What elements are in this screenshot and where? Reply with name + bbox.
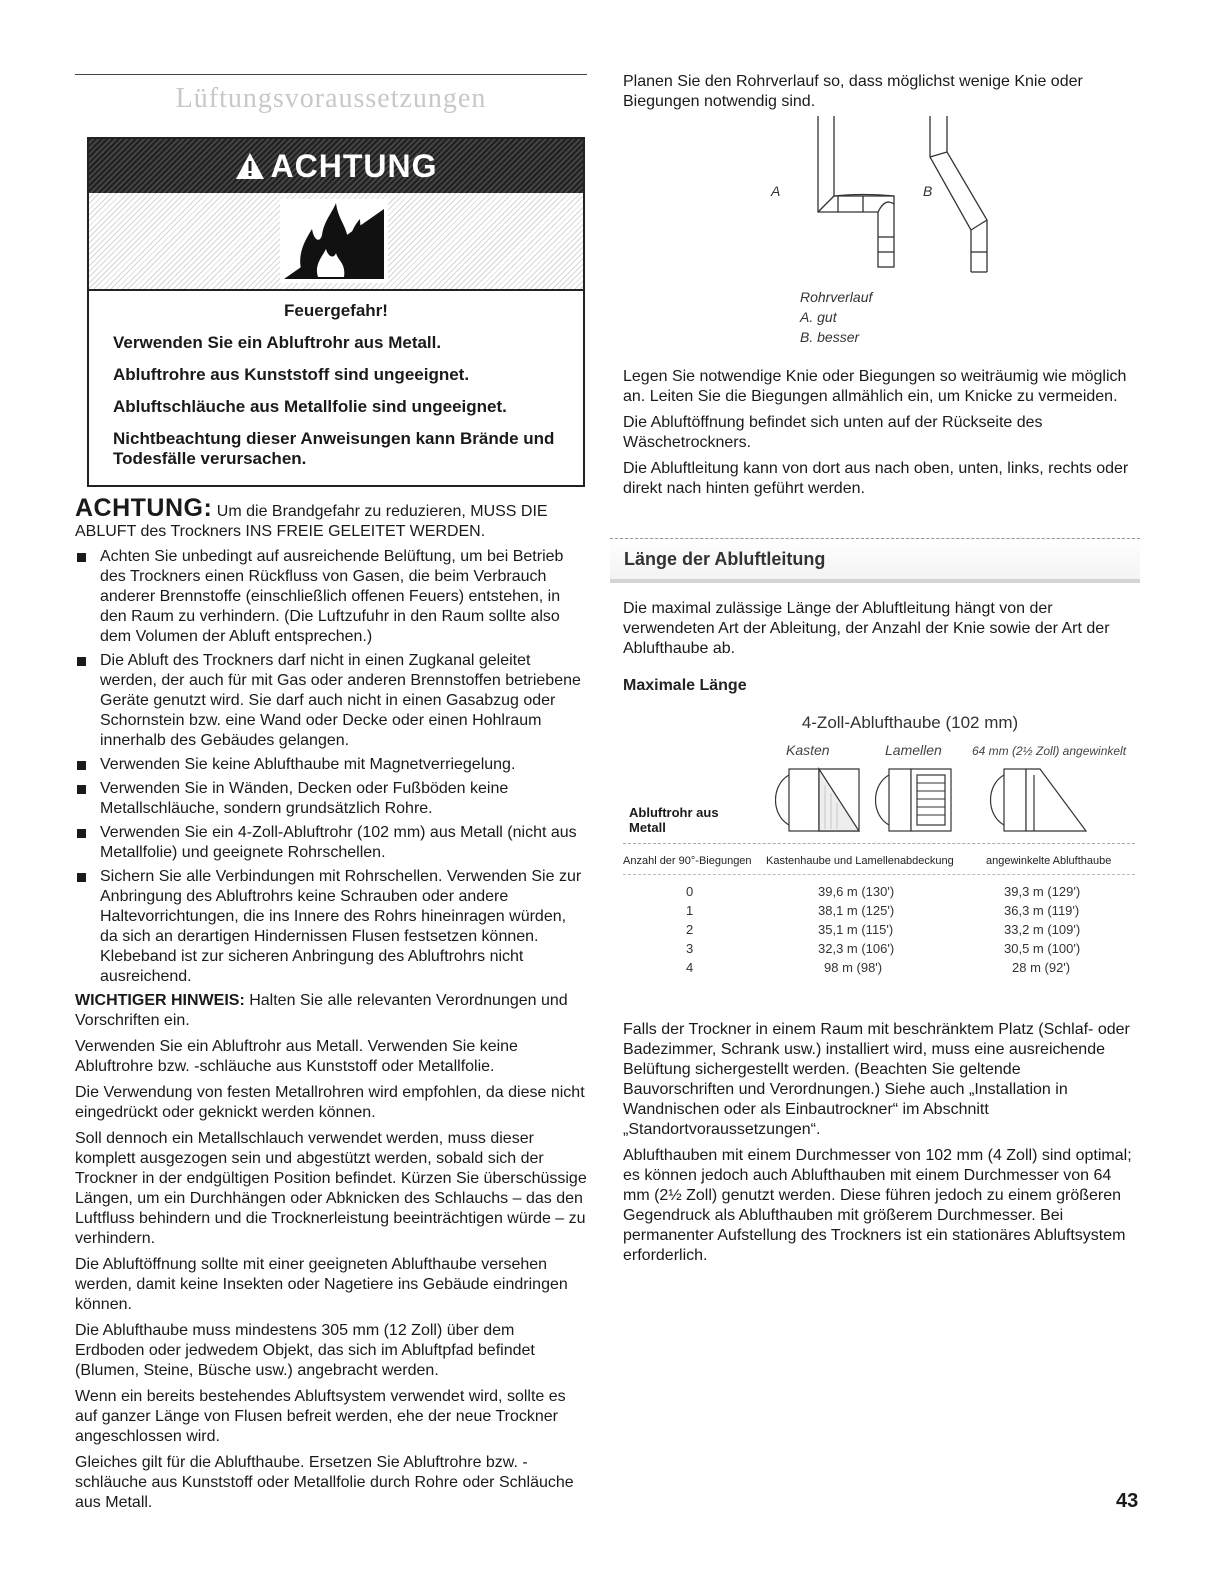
table-cell: 3 (686, 941, 694, 956)
diagram-label-a: A (771, 183, 781, 199)
table-cell: 28 m (92') (1012, 960, 1071, 975)
left-paragraphs (75, 991, 587, 1519)
table-cell: 1 (686, 903, 694, 918)
paragraph: Verwenden Sie ein Abluftrohr aus Metall. Verwenden Sie keine Abluftrohre bzw. -schläuche aus Kunststoff oder Metallfolie. (75, 1038, 518, 1075)
warning-line: Abluftrohre aus Kunststoff sind ungeeignet. (113, 365, 470, 384)
paragraph: Soll dennoch ein Metallschlauch verwendet werden, muss dieser komplett ausgezogen sein und abgestützt werden, sobald sich der Trockner in der endgültigen Position befindet. Kürzen Sie überschüssige Längen, um ein Durchhängen oder Abknicken des Schlauchs – das den Luftfluss behindern und die Trocknerleistung beeinträchtigen würde – zu verhindern. (75, 1130, 587, 1247)
paragraph: Die Ablufthaube muss mindestens 305 mm (12 Zoll) über dem Erdboden oder jedwedem Objekt, das sich im Abluftpfad befindet (Blumen, Steine, Büsche usw.) angebracht werden. (75, 1322, 535, 1379)
max-length-heading: Maximale Länge (623, 677, 747, 694)
page-number: 43 (1116, 1490, 1139, 1512)
achtung-text: Um die Brandgefahr zu reduzieren, MUSS DIE ABLUFT des Trockners INS FREIE GELEITET WERDEN. (75, 503, 548, 540)
warning-triangle-icon (235, 152, 265, 180)
right-intro: Planen Sie den Rohrverlauf so, dass möglichst wenige Knie oder Biegungen notwendig sind. (623, 73, 1083, 110)
title-rule (75, 74, 587, 75)
section-heading-band (610, 538, 1140, 583)
diagram-caption (800, 287, 1000, 347)
list-item: Verwenden Sie ein 4-Zoll-Abluftrohr (102 mm) aus Metall (nicht aus Metallfolie) und geeignete Rohrschellen. (75, 823, 587, 863)
angled-hood-icon (990, 765, 1100, 835)
paragraph: Ablufthauben mit einem Durchmesser von 102 mm (4 Zoll) sind optimal; es können jedoch auch Ablufthauben mit einem Durchmesser von 64 mm (2½ Zoll) genutzt werden. Diese führen jedoch zu einem größeren Gegendruck als Ablufthauben mit größerem Durchmesser. Bei permanenter Aufstellung des Trockners ist ein stationäres Abluftsystem erforderlich. (623, 1147, 1132, 1264)
bullet-square-icon (77, 761, 86, 770)
bullet-square-icon (77, 829, 86, 838)
paragraph: Legen Sie notwendige Knie oder Biegungen so weiträumig wie möglich an. Leiten Sie die Biegungen allmählich ein, um Knicke zu vermeiden. (623, 368, 1127, 405)
column-header-angled: angewinkelte Ablufthaube (986, 855, 1112, 867)
paragraph: Wenn ein bereits bestehendes Abluftsystem verwendet wird, sollte es auf ganzer Länge von Flusen befreit werden, ehe der neue Trockner angeschlossen wird. (75, 1388, 566, 1445)
column-header-bends: Anzahl der 90°-Biegungen (623, 855, 752, 867)
warning-title: ACHTUNG (270, 148, 438, 184)
paragraph: Die Verwendung von festen Metallrohren wird empfohlen, da diese nicht eingedrückt oder geknickt werden können. (75, 1084, 585, 1121)
box-hood-icon (775, 765, 875, 835)
warning-box (87, 137, 585, 487)
bullet-list (75, 547, 587, 991)
diagram-legend-b: B. besser (800, 329, 860, 345)
column-header-box: Kastenhaube und Lamellenabdeckung (766, 855, 954, 867)
list-item: Sichern Sie alle Verbindungen mit Rohrschellen. Verwenden Sie zur Anbringung des Abluftrohrs keine Schrauben oder andere Haltevorrichtungen, die ins Innere des Rohrs hineinragen würden, da sich an derartigen Hindernissen Flusen festsetzen können. Klebeband ist zur sicheren Anbringung des Abluftrohrs nicht ausreichend. (75, 867, 587, 987)
hood-type-label: Lamellen (885, 742, 942, 758)
paragraph: Die Abluftöffnung befindet sich unten auf der Rückseite des Wäschetrockners. (623, 414, 1043, 451)
table-cell: 38,1 m (125') (818, 903, 895, 918)
table-cell: 4 (686, 960, 694, 975)
louvered-hood-icon (875, 765, 965, 835)
pipe-routing-diagram (723, 112, 1013, 282)
right-paragraphs-2 (623, 1020, 1135, 1272)
table-cell: 39,3 m (129') (1004, 884, 1081, 899)
table-cell: 35,1 m (115') (818, 922, 894, 937)
diagram-label-b: B (923, 183, 933, 199)
bullet-square-icon (77, 785, 86, 794)
hood-type-label: 64 mm (2½ Zoll) angewinkelt (972, 744, 1127, 758)
warning-heading: Feuergefahr! (284, 301, 388, 320)
warning-line: Abluftschläuche aus Metallfolie sind ungeeignet. (113, 397, 507, 416)
warning-line: Verwenden Sie ein Abluftrohr aus Metall. (113, 333, 442, 352)
bullet-square-icon (77, 553, 86, 562)
warning-text (89, 291, 583, 481)
paragraph: Falls der Trockner in einem Raum mit beschränktem Platz (Schlaf- oder Badezimmer, Schrank usw.) installiert wird, muss eine ausreichende Belüftung sichergestellt werden. (Beachten Sie geltende Bauvorschriften und Verordnungen.) Siehe auch „Installation in Wandnischen oder als Einbautrockner“ im Abschnitt „Standortvoraussetzungen“. (623, 1021, 1130, 1138)
list-item: Verwenden Sie keine Ablufthaube mit Magnetverriegelung. (75, 755, 587, 775)
section-heading: Länge der Abluftleitung (624, 549, 826, 569)
paragraph: Die Abluftleitung kann von dort aus nach oben, unten, links, rechts oder direkt nach hinten geführt werden. (623, 460, 1129, 497)
table-cell: 0 (686, 884, 694, 899)
hood-type-label: Kasten (786, 742, 830, 758)
table-cell: 36,3 m (119') (1004, 903, 1080, 918)
table-cell: 98 m (98') (824, 960, 883, 975)
table-cell: 2 (686, 922, 694, 937)
paragraph: Die Abluftöffnung sollte mit einer geeigneten Ablufthaube versehen werden, damit keine Insekten oder Nagetiere ins Gebäude eindringen können. (75, 1256, 568, 1313)
list-item: Achten Sie unbedingt auf ausreichende Belüftung, um bei Betrieb des Trockners einen Rückfluss von Gasen, die beim Verbrauch anderer Brennstoffe (einschließlich offenen Feuers) entstehen, in den Raum zu verhindern. (Die Luftzufuhr in den Raum sollte also dem Volumen der Abluft entsprechen.) (75, 547, 587, 647)
section-title: Lüftungsvoraussetzungen (175, 83, 487, 114)
fire-hazard-icon (274, 199, 394, 283)
table-cell: 39,6 m (130') (818, 884, 895, 899)
hood-table-title: 4-Zoll-Ablufthaube (102 mm) (801, 713, 1019, 732)
bullet-square-icon (77, 873, 86, 882)
achtung-label: ACHTUNG: (75, 494, 213, 522)
achtung-notice (75, 494, 585, 542)
list-item: Verwenden Sie in Wänden, Decken oder Fußböden keine Metallschläuche, sondern grundsätzlich Rohre. (75, 779, 587, 819)
diagram-caption-title: Rohrverlauf (800, 289, 873, 305)
important-note-text: Halten Sie alle relevanten Verordnungen und Vorschriften ein. (75, 992, 568, 1029)
table-cell: 33,2 m (109') (1004, 922, 1081, 937)
pipe-label: Abluftrohr aus Metall (629, 805, 719, 835)
warning-line: Nichtbeachtung dieser Anweisungen kann Brände und Todesfälle verursachen. (113, 429, 555, 468)
warning-graphic-area (89, 193, 583, 291)
list-item: Die Abluft des Trockners darf nicht in einen Zugkanal geleitet werden, der auch für mit Gas oder anderen Brennstoffen betriebene Geräte genutzt wird. Sie darf auch nicht in einen Gasabzug oder Schornstein bzw. eine Wand oder Decke oder einen Hohlraum innerhalb des Gebäudes gelangen. (75, 651, 587, 751)
diagram-legend-a: A. gut (800, 309, 837, 325)
important-note-label: WICHTIGER HINWEIS: (75, 992, 245, 1009)
length-intro: Die maximal zulässige Länge der Abluftleitung hängt von der verwendeten Art der Ableitung, der Anzahl der Knie sowie der Art der Ablufthaube ab. (623, 600, 1110, 657)
table-cell: 32,3 m (106') (818, 941, 895, 956)
paragraph: Gleiches gilt für die Ablufthaube. Ersetzen Sie Abluftrohre bzw. -schläuche aus Kunststoff oder Metallfolie durch Rohre oder Schläuche aus Metall. (75, 1454, 574, 1511)
table-cell: 30,5 m (100') (1004, 941, 1081, 956)
important-note (75, 991, 587, 1031)
bullet-square-icon (77, 657, 86, 666)
right-paragraphs-1 (623, 367, 1135, 505)
warning-header (89, 139, 583, 193)
